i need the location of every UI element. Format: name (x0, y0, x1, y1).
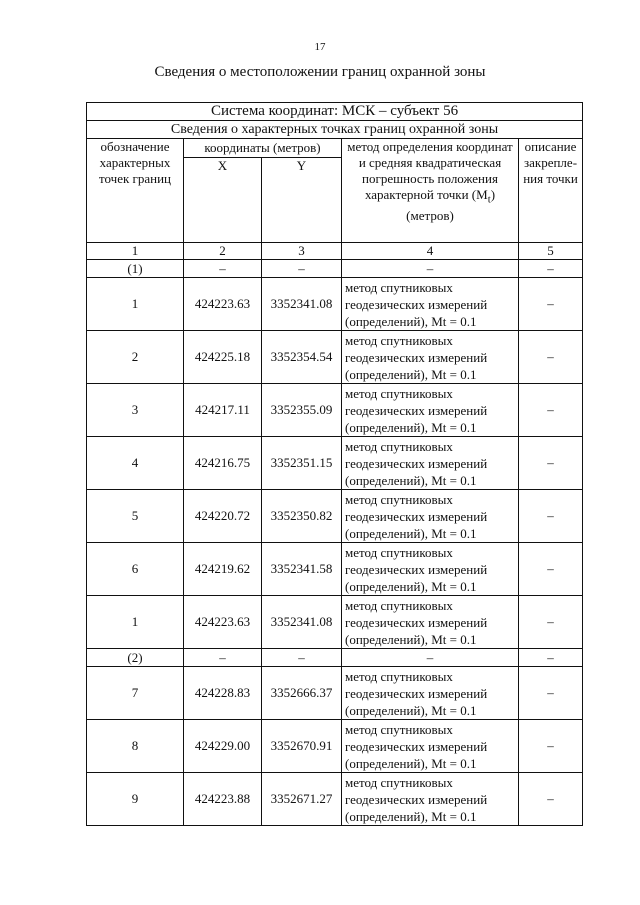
point-id: 3 (87, 384, 184, 437)
method-line: метод спутниковых (345, 332, 453, 348)
description-dash: – (519, 490, 583, 543)
method-line: метод спутниковых (345, 491, 453, 507)
coord-x: 424228.83 (184, 667, 262, 720)
method-line: метод спутниковых (345, 668, 453, 684)
method-cell (342, 490, 519, 543)
column-number: 3 (262, 243, 342, 260)
method-line: метод спутниковых (345, 721, 453, 737)
method-cell (342, 278, 519, 331)
dash-cell: – (342, 649, 519, 667)
header-method-prefix: метод определения координат и средняя квадратическая погрешность положения характерной точки (M (347, 139, 513, 202)
description-dash: – (519, 720, 583, 773)
method-line: геодезических измерений (345, 508, 488, 524)
method-cell (342, 667, 519, 720)
coord-x: 424223.63 (184, 278, 262, 331)
point-id: 1 (87, 278, 184, 331)
method-line: геодезических измерений (345, 614, 488, 630)
table-row (87, 543, 583, 596)
coord-y: 3352351.15 (262, 437, 342, 490)
description-dash: – (519, 543, 583, 596)
method-line: геодезических измерений (345, 455, 488, 471)
dash-cell: – (184, 260, 262, 278)
method-cell (342, 384, 519, 437)
point-id: 4 (87, 437, 184, 490)
method-line: геодезических измерений (345, 349, 488, 365)
boundary-points-table (86, 102, 583, 826)
method-line: геодезических измерений (345, 738, 488, 754)
coord-x: 424225.18 (184, 331, 262, 384)
dash-cell: – (342, 260, 519, 278)
coord-y: 3352355.09 (262, 384, 342, 437)
method-line: метод спутниковых (345, 597, 453, 613)
method-line: геодезических измерений (345, 296, 488, 312)
coord-y: 3352341.58 (262, 543, 342, 596)
method-cell (342, 543, 519, 596)
table-row (87, 490, 583, 543)
dash-cell: – (262, 260, 342, 278)
coord-y: 3352354.54 (262, 331, 342, 384)
point-id: 5 (87, 490, 184, 543)
table-row (87, 278, 583, 331)
coord-y: 3352350.82 (262, 490, 342, 543)
method-cell (342, 773, 519, 826)
description-dash: – (519, 437, 583, 490)
table-row (87, 720, 583, 773)
method-line: (определений), Mt = 0.1 (345, 578, 477, 594)
table-row (87, 437, 583, 490)
dash-cell: – (262, 649, 342, 667)
method-cell (342, 331, 519, 384)
point-id: 8 (87, 720, 184, 773)
table-row (87, 596, 583, 649)
method-line: (определений), Mt = 0.1 (345, 313, 477, 329)
point-id: 6 (87, 543, 184, 596)
group-label: (2) (87, 649, 184, 667)
header-description: описание закрепле-ния точки (519, 139, 583, 243)
table-row (87, 773, 583, 826)
coord-x: 424217.11 (184, 384, 262, 437)
header-method (342, 139, 519, 243)
group-label: (1) (87, 260, 184, 278)
coord-y: 3352670.91 (262, 720, 342, 773)
header-designation: обозначение характерных точек границ (87, 139, 184, 243)
method-line: (определений), Mt = 0.1 (345, 366, 477, 382)
column-number: 1 (87, 243, 184, 260)
dash-cell: – (519, 649, 583, 667)
description-dash: – (519, 667, 583, 720)
coord-y: 3352341.08 (262, 596, 342, 649)
point-id: 9 (87, 773, 184, 826)
point-id: 1 (87, 596, 184, 649)
dash-cell: – (184, 649, 262, 667)
method-cell (342, 596, 519, 649)
description-dash: – (519, 331, 583, 384)
coord-y: 3352671.27 (262, 773, 342, 826)
column-number: 2 (184, 243, 262, 260)
coordinate-system: Система координат: МСК – субъект 56 (87, 103, 583, 121)
table-row (87, 667, 583, 720)
method-line: (определений), Mt = 0.1 (345, 755, 477, 771)
method-line: геодезических измерений (345, 685, 488, 701)
method-line: метод спутниковых (345, 438, 453, 454)
coord-x: 424219.62 (184, 543, 262, 596)
coord-x: 424229.00 (184, 720, 262, 773)
dash-cell: – (519, 260, 583, 278)
coord-x: 424216.75 (184, 437, 262, 490)
header-coordinates: координаты (метров) (184, 139, 342, 158)
method-line: метод спутниковых (345, 279, 453, 295)
method-line: (определений), Mt = 0.1 (345, 631, 477, 647)
method-line: (определений), Mt = 0.1 (345, 419, 477, 435)
method-line: геодезических измерений (345, 561, 488, 577)
column-number: 5 (519, 243, 583, 260)
method-line: метод спутниковых (345, 774, 453, 790)
description-dash: – (519, 773, 583, 826)
coord-x: 424223.63 (184, 596, 262, 649)
header-y: Y (262, 158, 342, 243)
header-method-suffix: ) (метров) (406, 187, 496, 223)
method-line: геодезических измерений (345, 402, 488, 418)
table-row (87, 331, 583, 384)
page-number: 17 (314, 41, 326, 53)
header-method-subscript: t (487, 193, 491, 206)
method-line: (определений), Mt = 0.1 (345, 525, 477, 541)
coord-x: 424223.88 (184, 773, 262, 826)
method-line: (определений), Mt = 0.1 (345, 472, 477, 488)
method-line: метод спутниковых (345, 385, 453, 401)
method-line: (определений), Mt = 0.1 (345, 808, 477, 824)
method-line: метод спутниковых (345, 544, 453, 560)
method-line: геодезических измерений (345, 791, 488, 807)
method-cell (342, 437, 519, 490)
description-dash: – (519, 384, 583, 437)
table-row (87, 384, 583, 437)
column-number: 4 (342, 243, 519, 260)
method-cell (342, 720, 519, 773)
point-id: 7 (87, 667, 184, 720)
method-line: (определений), Mt = 0.1 (345, 702, 477, 718)
header-x: X (184, 158, 262, 243)
coord-y: 3352666.37 (262, 667, 342, 720)
document-title: Сведения о местоположении границ охранной зоны (154, 64, 486, 80)
table-subtitle: Сведения о характерных точках границ охранной зоны (87, 121, 583, 139)
point-id: 2 (87, 331, 184, 384)
coord-x: 424220.72 (184, 490, 262, 543)
description-dash: – (519, 596, 583, 649)
coord-y: 3352341.08 (262, 278, 342, 331)
description-dash: – (519, 278, 583, 331)
